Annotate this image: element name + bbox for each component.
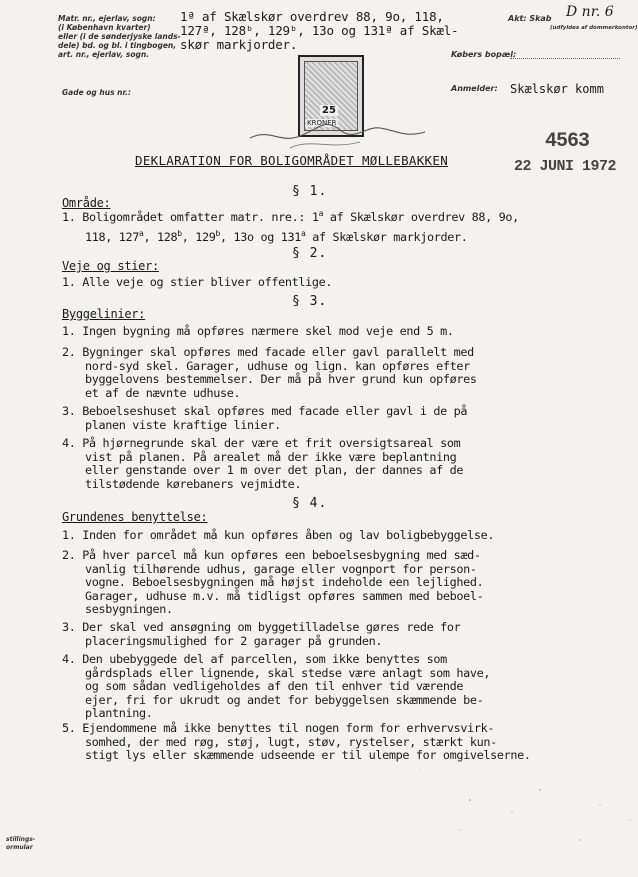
bygge-item-4: 4. På hjørnegrunde skal der være et frit oversigtsareal som vist på planen. På arealet må der ikke være beplantning eller genstande over 1 m over det plan, der dannes af de tilstødende kørebaners vejmidte. (62, 436, 464, 491)
grund-item-1: 1. Inden for området må kun opføres åben og lav boligbebyggelse. (62, 528, 495, 542)
bygge-heading: Byggelinier: (62, 307, 146, 321)
grund-item-4: 4. Den ubebyggede del af parcellen, som ikke benyttes som gårdsplads eller lignende, skal stedse være anlagt som have, og som sådan vedligeholdes af den til enhver tid værende ejer, fri for ukrudt og andet for bebyggelsen skæmmende be- plantning. (62, 652, 491, 720)
bygge-item-2: 2. Bygninger skal opføres med facade eller gavl parallelt med nord-syd skel. Garager, udhuse og lign. kan opføres efter byggelovens bestemmelser. Der må på hver grund kun opføres et af de nævnte udhuse. (62, 345, 477, 400)
grund-item-5: 5. Ejendommene må ikke benyttes til nogen form for erhvervsvirk- somhed, der med røg, støj, lugt, støv, rystelser, stærkt kun- stigt lys eller skæmmende udseende er til ulempe for omgivelserne. (62, 721, 531, 762)
section-4: § 4. (292, 496, 328, 511)
registry-date: 22 JUNI 1972 (514, 158, 617, 175)
grund-item-3: 3. Der skal ved ansøgning om byggetilladelse gøres rede for placeringsmulighed for 2 garager på grunden. (62, 620, 461, 648)
notes-label: stillings- ormular (6, 836, 36, 851)
akt-value: D nr. 6 (566, 4, 614, 20)
akt-sub: (udfyldes af dommerkontor) (550, 25, 638, 31)
akt-label: Akt: Skab (508, 14, 552, 23)
matr-label: Matr. nr., ejerlav, sogn: (i København kvarter) eller (i de sønderjyske lands- dele) bd. og bl. i tingbogen, art. nr., ejerlav, sogn. (58, 14, 181, 59)
property-description: 1ª af Skælskør overdrev 88, 9o, 118, 127ª, 128ᵇ, 129ᵇ, 13o og 131ª af Skæl- skør markjorder. (180, 9, 459, 52)
fee-amount: 25 (322, 105, 336, 116)
grund-item-2: 2. På hver parcel må kun opføres een beboelsesbygning med sæd- vanlig tilhørende udhus, garage eller vognport for person- vogne. Beboelsesbygningen må højst indeholde een lejlighed. Garager, udhuse m.v. må tidligst opføres sammen med beboel- sesbygningen. (62, 548, 484, 616)
kobers-label: Købers bopæl: (451, 50, 517, 59)
bygge-item-1: 1. Ingen bygning må opføres nærmere skel mod veje end 5 m. (62, 324, 454, 338)
anmelder-label: Anmelder: (451, 84, 498, 93)
bygge-item-3: 3. Beboelseshuset skal opføres med facade eller gavl i de på planen viste kraftige linier. (62, 404, 468, 432)
omraade-heading: Område: (62, 196, 111, 210)
grund-heading: Grundenes benyttelse: (62, 510, 208, 524)
gade-label: Gade og hus nr.: (62, 88, 131, 97)
section-2: § 2. (292, 246, 328, 261)
anmelder-value: Skælskør komm (510, 82, 604, 96)
veje-item-1: 1. Alle veje og stier bliver offentlige. (62, 275, 333, 289)
document-title: DEKLARATION FOR BOLIGOMRÅDET MØLLEBAKKEN (135, 153, 449, 168)
fee-unit: KRONER (307, 119, 337, 127)
veje-heading: Veje og stier: (62, 259, 159, 273)
section-3: § 3. (292, 294, 328, 309)
omraade-item-1: 1. Boligområdet omfatter matr. nre.: 1$^a$ af Skælskør overdrev 88, 9o, 118, 127$^a$, 128$^b$, 129$^b$, 13o og 131$^a$ af Skælskør markjorder. (62, 209, 519, 244)
section-1: § 1. (292, 184, 328, 199)
registry-number: 4563 (545, 130, 590, 153)
